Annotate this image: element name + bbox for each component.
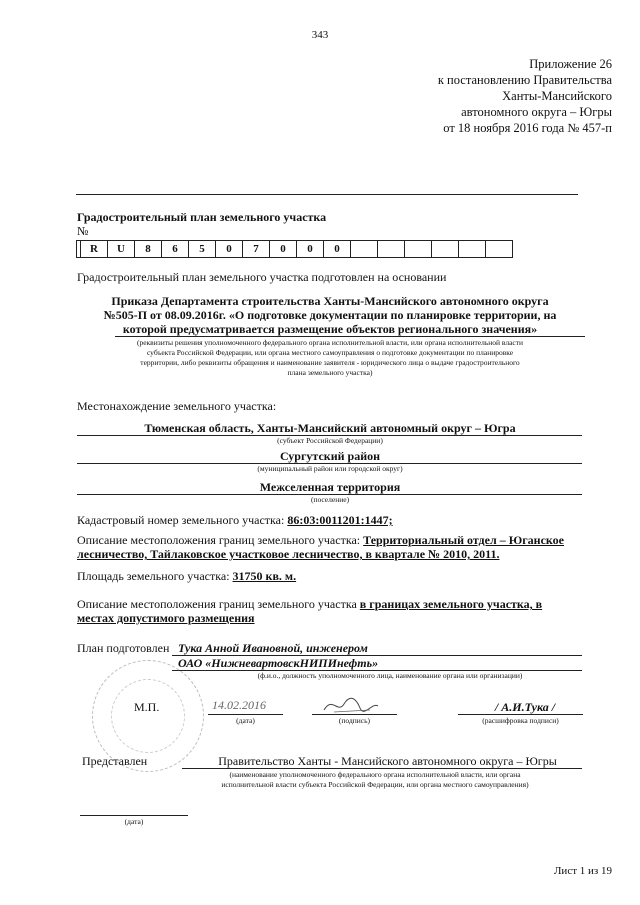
- underline: [182, 768, 582, 769]
- permitted-label: Описание местоположения границ земельного участка: [77, 597, 357, 611]
- underline: [208, 714, 283, 715]
- permitted-value: в границах земельного участка, в: [359, 597, 543, 611]
- page-number: 343: [311, 29, 329, 41]
- prepared-by: Тука Анной Ивановной, инженером: [178, 641, 368, 655]
- decoding-caption: (расшифровка подписи): [482, 716, 559, 725]
- boundaries-value: лесничество, Тайлаковское участковое лесничество, в квартале № 2010, 2011.: [77, 547, 500, 561]
- code-cell: [458, 240, 486, 258]
- plan-number-grid: [77, 240, 513, 258]
- underline: [80, 815, 188, 816]
- area-value: 31750 кв. м.: [232, 569, 297, 583]
- basis-line: которой предусматривается размещение объектов регионального значения»: [122, 322, 538, 336]
- presented-value: Правительство Ханты - Мансийского автономного округа – Югры: [218, 754, 557, 768]
- area-row: [77, 569, 296, 583]
- code-cell: 0: [323, 240, 351, 258]
- boundaries-row: [77, 533, 597, 547]
- appendix-line: Ханты-Мансийского: [502, 89, 612, 103]
- code-cell: R: [80, 240, 108, 258]
- settlement-caption: (поселение): [310, 495, 350, 504]
- decoding-value: / А.И.Тука /: [494, 700, 556, 714]
- subject-value: Тюменская область, Ханты-Мансийский автономный округ – Югра: [144, 421, 516, 435]
- signature-image: [320, 694, 380, 716]
- location-label: Местонахождение земельного участка:: [77, 399, 277, 413]
- caption-line: территории, либо реквизиты обращения и наименование заявителя - юридического лица о выдаче градостроительного: [140, 358, 520, 367]
- caption-line: (наименование уполномоченного федерального органа исполнительной власти, или органа: [229, 770, 521, 779]
- basis-label: Градостроительный план земельного участка подготовлен на основании: [77, 270, 447, 284]
- handwritten-date: 14.02.2016: [212, 698, 266, 712]
- permitted-row: [77, 597, 597, 611]
- cadastral-label: Кадастровый номер земельного участка:: [77, 513, 285, 527]
- district-caption: (муниципальный район или городской округ): [257, 464, 403, 473]
- underline: [312, 714, 397, 715]
- settlement-value: Межселенная территория: [259, 480, 401, 494]
- prepared-by: ОАО «НижневартовскНИПИнефть»: [178, 656, 379, 670]
- area-label: Площадь земельного участка:: [77, 569, 230, 583]
- boundaries-value: Территориальный отдел – Юганское: [363, 533, 564, 547]
- presented-caption: [160, 770, 590, 790]
- appendix-line: к постановлению Правительства: [437, 73, 612, 87]
- number-label: №: [77, 224, 89, 238]
- presented-label: Представлен: [82, 754, 148, 768]
- code-cell: 0: [269, 240, 297, 258]
- permitted-value: местах допустимого размещения: [77, 611, 255, 625]
- code-cell: 0: [296, 240, 324, 258]
- signature-caption: (подпись): [338, 716, 371, 725]
- plan-title: Градостроительный план земельного участка: [77, 210, 327, 224]
- code-cell: [485, 240, 513, 258]
- code-cell: 5: [188, 240, 216, 258]
- code-cell: [404, 240, 432, 258]
- appendix-line: от 18 ноября 2016 года № 457-п: [443, 121, 612, 135]
- code-cell: 0: [215, 240, 243, 258]
- code-cell: [431, 240, 459, 258]
- appendix-line: автономного округа – Югры: [461, 105, 612, 119]
- date-caption: (дата): [236, 716, 255, 725]
- bottom-date-caption: (дата): [124, 817, 144, 826]
- boundaries-label: Описание местоположения границ земельного участка:: [77, 533, 361, 547]
- prepared-caption: (ф.и.о., должность уполномоченного лица, наименование органа или организации): [257, 671, 523, 680]
- appendix-line: Приложение 26: [529, 57, 612, 71]
- code-cell: 8: [134, 240, 162, 258]
- caption-line: (реквизиты решения уполномоченного федерального органа исполнительной власти, или органа исполнительной власти: [136, 338, 524, 347]
- cadastral-row: [77, 513, 393, 527]
- appendix-block: [292, 56, 612, 136]
- basis-caption: [60, 338, 600, 378]
- underline: [115, 336, 585, 337]
- code-cell: 7: [242, 240, 270, 258]
- code-cell: 6: [161, 240, 189, 258]
- code-cell: U: [107, 240, 135, 258]
- code-cell: [377, 240, 405, 258]
- underline: [458, 714, 583, 715]
- sheet-number: Лист 1 из 19: [553, 865, 612, 877]
- cadastral-value: 86:03:0011201:1447;: [287, 513, 393, 527]
- code-cell: [350, 240, 378, 258]
- basis-line: Приказа Департамента строительства Ханты-Мансийского автономного округа: [111, 294, 549, 308]
- prepared-label: План подготовлен: [77, 641, 170, 655]
- district-value: Сургутский район: [279, 449, 381, 463]
- caption-line: субъекта Российской Федерации, или органа местного самоуправления о подготовке документации по планировке: [146, 348, 514, 357]
- caption-line: исполнительной власти субъекта Российской Федерации, или органа местного самоуправления): [221, 780, 529, 789]
- separator-line: [76, 194, 578, 195]
- subject-caption: (субъект Российской Федерации): [277, 436, 383, 445]
- mp-label: М.П.: [134, 700, 160, 714]
- caption-line: плана земельного участка): [287, 368, 373, 377]
- basis-line: №505-П от 08.09.2016г. «О подготовке документации по планировке территории, на: [103, 308, 557, 322]
